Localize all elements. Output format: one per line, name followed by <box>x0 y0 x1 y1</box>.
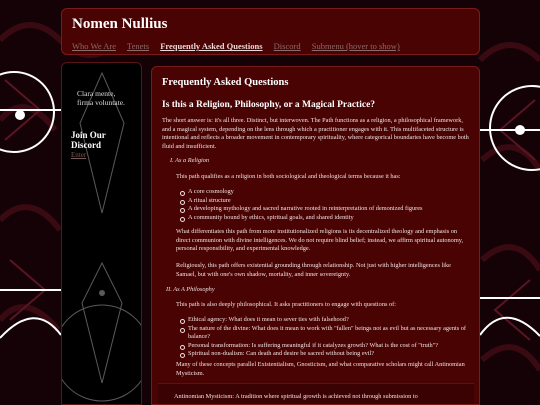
sidebar-ornament <box>62 63 142 405</box>
religion-paragraph: What differentiates this path from more institutionalized religions is its decentralized theology and emphasis on direct communion with divine intelligences. We do not require blind belief; instead, we affirm spiritual autonomy, personal responsibility, and experimental knowledge. <box>176 228 464 252</box>
section-lead: This path qualifies as a religion in both sociological and theological terms because it has: <box>176 173 401 180</box>
page-title: Frequently Asked Questions <box>162 77 289 88</box>
discord-heading <box>71 130 106 150</box>
list-item: A developing mythology and sacred narrative rooted in reinterpretation of demonized figures <box>179 205 469 214</box>
nav-link-tenets[interactable]: Tenets <box>127 41 150 51</box>
list-item: The nature of the divine: What does it mean to work with "fallen" beings not as evil but as necessary agents of balance? <box>179 325 469 342</box>
sidebar <box>61 62 142 405</box>
list-item: Personal transformation: Is suffering meaningful if it catalyzes growth? What is the cost of "truth"? <box>179 342 469 351</box>
nav-link-faq[interactable]: Frequently Asked Questions <box>160 41 263 51</box>
section-title-philosophy: II. As A Philosophy <box>166 286 215 293</box>
nav-link-submenu[interactable]: Submenu (hover to show) <box>311 41 400 51</box>
philosophy-paragraph: Many of these concepts parallel Existentialism, Gnosticism, and what comparative scholars might call Antinomian Mysticism. <box>176 361 465 377</box>
list-item: A community bound by ethics, spiritual goals, and shared identity <box>179 214 469 223</box>
callout-text: Antinomian Mysticism: A tradition where spiritual growth is achieved not through submission to <box>174 393 418 400</box>
list-item: A core cosmology <box>179 188 469 197</box>
sidebar-motto <box>77 89 125 107</box>
list-item: A ritual structure <box>179 197 469 206</box>
religion-paragraph: Religiously, this path offers existential grounding through relationship. Not just with higher intelligences like Samael, but with one's own shadow, mortality, and inner sovereignty. <box>176 262 451 278</box>
motto-line: Clara mente, <box>77 89 116 98</box>
main-navigation <box>72 41 409 51</box>
philosophy-bullet-list <box>179 316 469 359</box>
section-title-religion: I. As a Religion <box>170 157 210 164</box>
list-item: Spiritual non-dualism: Can death and desire be sacred without being evil? <box>179 350 469 359</box>
intro-paragraph: The short answer is: it's all three. Distinct, but interwoven. The Path functions as a religion, a philosophical framework, and a magical system, depending on the lens through which a practitioner engages with it. This multifaceted structure is intentional and reflects a broader movement in contemporary spirituality, where categorical boundaries have become both fluid and insufficient. <box>162 117 469 150</box>
discord-enter-link[interactable]: Enter <box>71 151 87 159</box>
religion-bullet-list <box>179 188 469 222</box>
site-header <box>61 8 480 55</box>
nav-link-discord[interactable]: Discord <box>273 41 301 51</box>
section-lead: This path is also deeply philosophical. It asks practitioners to engage with questions of: <box>176 301 397 308</box>
definition-callout <box>158 383 474 405</box>
discord-heading-line: Discord <box>71 140 101 150</box>
motto-line: firma voluntate. <box>77 98 125 107</box>
site-title: Nomen Nullius <box>72 16 168 32</box>
nav-link-who-we-are[interactable]: Who We Are <box>72 41 117 51</box>
list-item: Ethical agency: What does it mean to sever ties with falsehood? <box>179 316 469 325</box>
main-content <box>151 66 480 405</box>
discord-heading-line: Join Our <box>71 130 106 140</box>
faq-question: Is this a Religion, Philosophy, or a Magical Practice? <box>162 100 376 110</box>
